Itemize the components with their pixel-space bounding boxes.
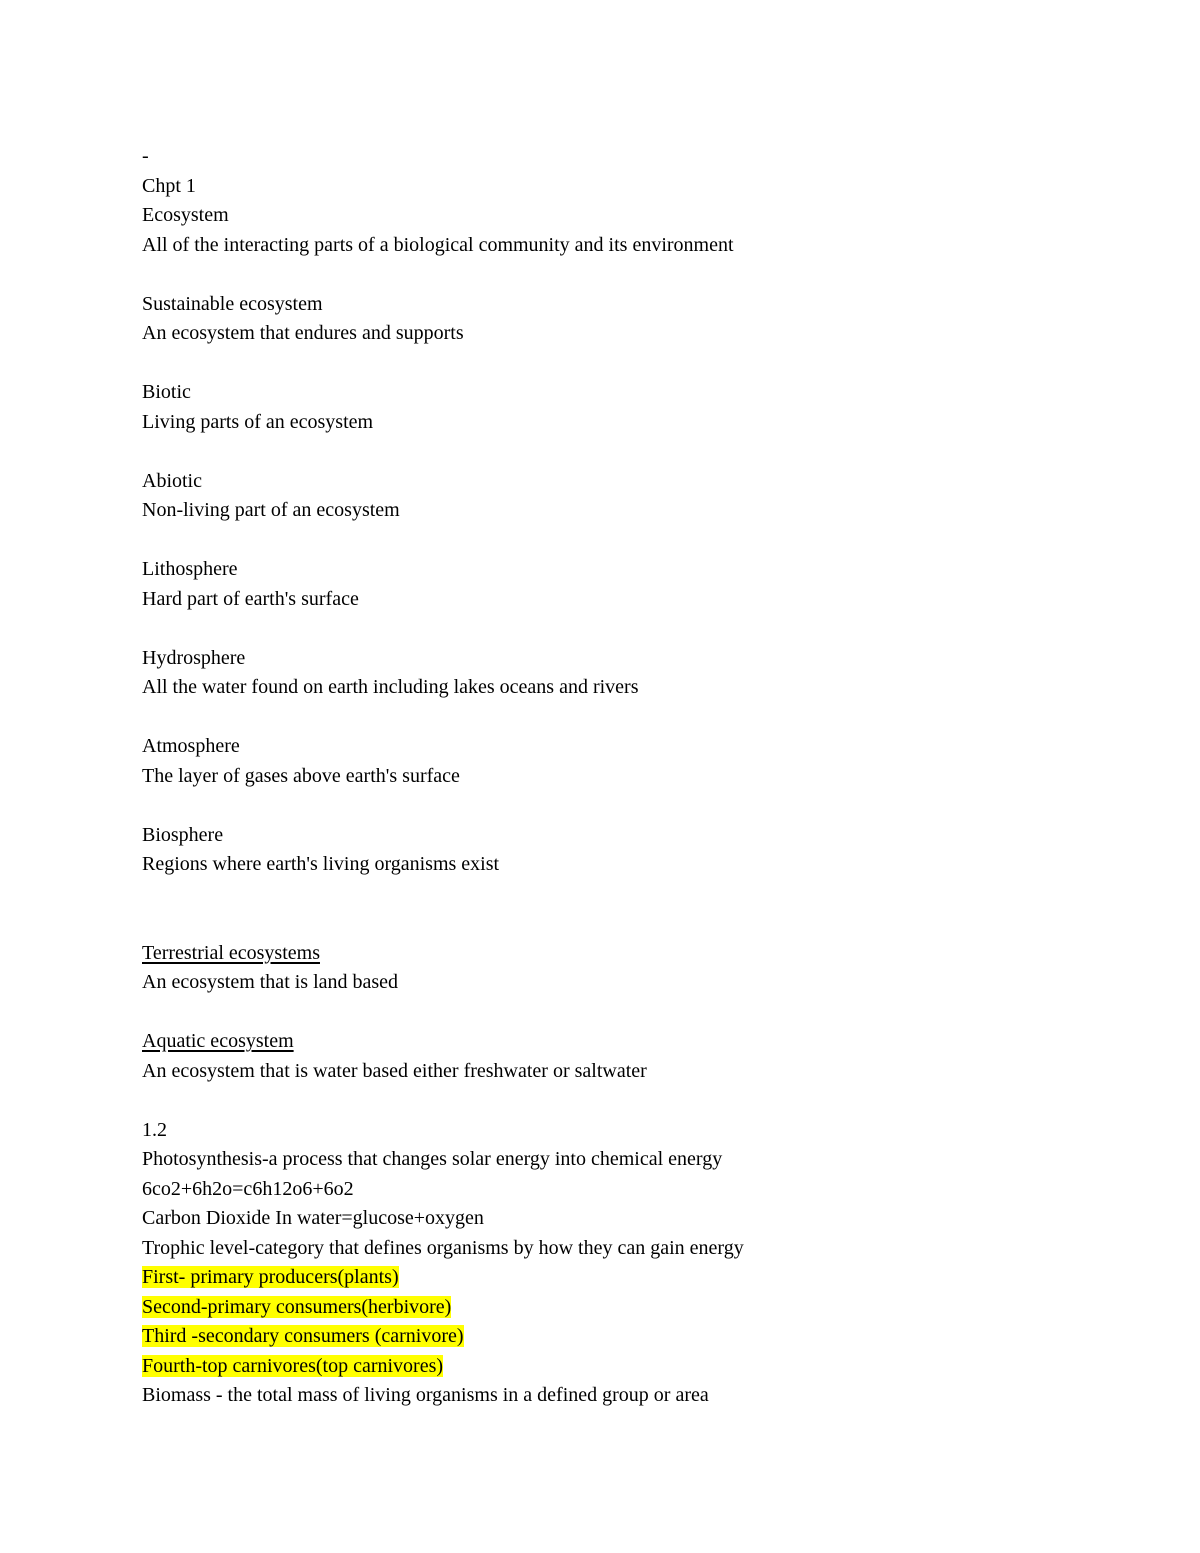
term-abiotic: Abiotic: [142, 469, 202, 492]
spacer: [142, 998, 1142, 1028]
spacer: [142, 703, 1142, 733]
equation-words-line: Carbon Dioxide In water=glucose+oxygen: [142, 1207, 484, 1229]
term-aquatic-ecosystem: [142, 1027, 1142, 1057]
spacer: [142, 349, 1142, 379]
spacer: [142, 1086, 1142, 1116]
highlighted-text: Fourth-top carnivores(top carnivores): [142, 1354, 444, 1377]
document-body: [142, 142, 1142, 1411]
term-terrestrial-ecosystems: [142, 939, 1142, 969]
spacer: [142, 880, 1142, 910]
definition-atmosphere: The layer of gases above earth's surface: [142, 764, 460, 787]
definition-biotic: Living parts of an ecosystem: [142, 410, 374, 433]
definition-ecosystem: All of the interacting parts of a biological community and its environment: [142, 233, 734, 256]
trophic-second: [142, 1293, 1142, 1323]
trophic-third: [142, 1322, 1142, 1352]
section-heading: 1.2: [142, 1118, 167, 1141]
highlighted-text: Second-primary consumers(herbivore): [142, 1295, 452, 1318]
highlighted-text: First- primary producers(plants): [142, 1266, 399, 1288]
term-lithosphere: Lithosphere: [142, 558, 238, 580]
definition-hydrosphere: All the water found on earth including lakes oceans and rivers: [142, 676, 639, 698]
equation-line: 6co2+6h2o=c6h12o6+6o2: [142, 1177, 354, 1200]
term-biotic: Biotic: [142, 381, 191, 403]
biomass-line: Biomass - the total mass of living organisms in a defined group or area: [142, 1384, 709, 1406]
trophic-fourth: [142, 1352, 1142, 1382]
definition-biosphere: Regions where earth's living organisms exist: [142, 853, 500, 875]
term-ecosystem: Ecosystem: [142, 204, 229, 226]
photosynthesis-line: Photosynthesis-a process that changes solar energy into chemical energy: [142, 1148, 723, 1170]
spacer: [142, 791, 1142, 821]
underlined-term: Terrestrial ecosystems: [142, 941, 320, 964]
spacer: [142, 526, 1142, 556]
spacer: [142, 260, 1142, 290]
definition-sustainable-ecosystem: An ecosystem that endures and supports: [142, 322, 464, 344]
definition-lithosphere: Hard part of earth's surface: [142, 587, 359, 610]
spacer: [142, 437, 1142, 467]
definition-abiotic: Non-living part of an ecosystem: [142, 499, 400, 521]
definition-aquatic-ecosystem: An ecosystem that is water based either freshwater or saltwater: [142, 1059, 647, 1082]
underlined-term: Aquatic ecosystem: [142, 1030, 294, 1052]
spacer: [142, 909, 1142, 939]
trophic-level-line: Trophic level-category that defines organisms by how they can gain energy: [142, 1236, 744, 1259]
list-marker: -: [142, 145, 149, 167]
chapter-heading: Chpt 1: [142, 174, 196, 197]
term-atmosphere: Atmosphere: [142, 735, 240, 757]
spacer: [142, 614, 1142, 644]
trophic-first: [142, 1263, 1142, 1293]
highlighted-text: Third -secondary consumers (carnivore): [142, 1325, 464, 1347]
term-sustainable-ecosystem: Sustainable ecosystem: [142, 292, 323, 315]
term-hydrosphere: Hydrosphere: [142, 646, 246, 669]
term-biosphere: Biosphere: [142, 823, 224, 846]
definition-terrestrial-ecosystems: An ecosystem that is land based: [142, 971, 399, 993]
